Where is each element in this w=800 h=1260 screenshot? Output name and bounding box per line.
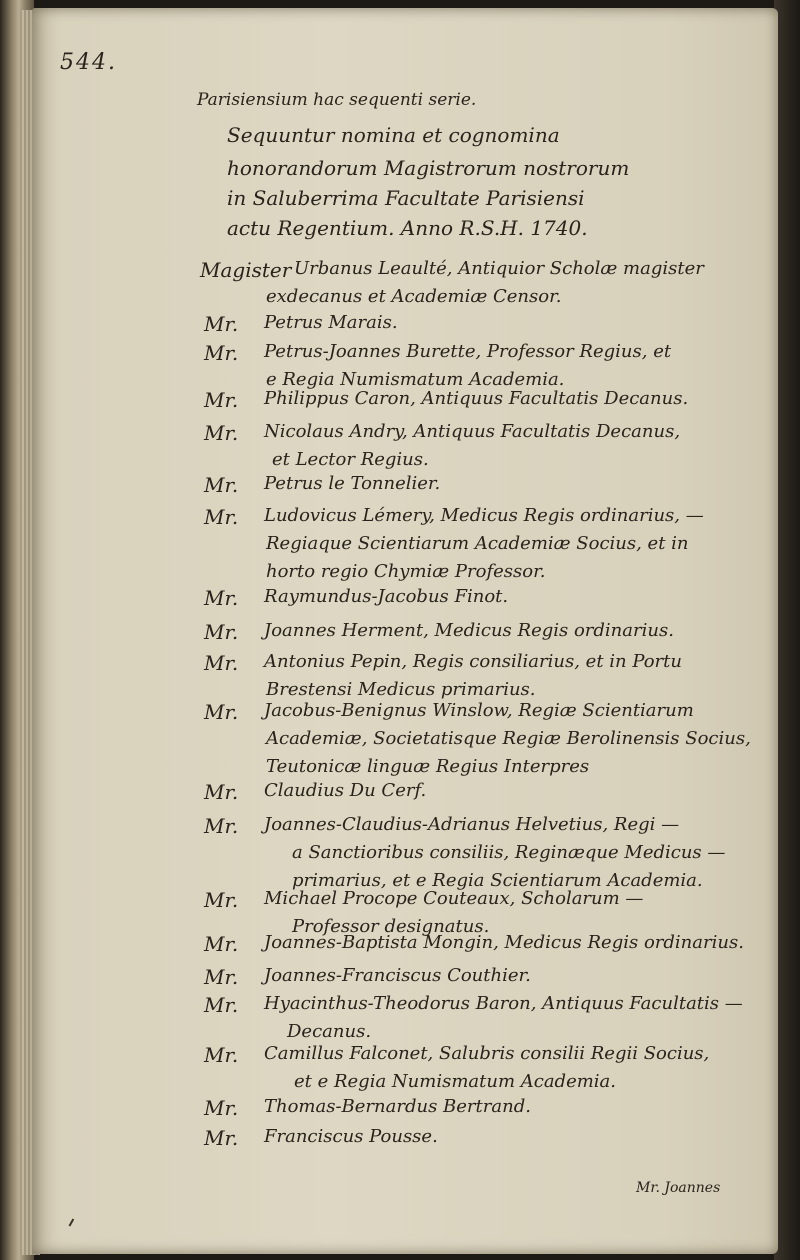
entry-name: Camillus Falconet, Salubris consilii Regii Socius, xyxy=(264,1043,710,1064)
entry-title: Mr. xyxy=(204,780,239,804)
entry-name: Thomas-Bernardus Bertrand. xyxy=(264,1096,531,1117)
heading-line: actu Regentium. Anno R.S.H. 1740. xyxy=(227,216,588,240)
entry-title: Mr. xyxy=(204,473,239,497)
catchword: Mr. Joannes xyxy=(636,1180,721,1196)
folio-number: 544. xyxy=(60,50,117,75)
entry-name: Petrus-Joannes Burette, Professor Regius, et xyxy=(264,341,672,362)
entry-name: Petrus Marais. xyxy=(264,312,398,333)
entry-title: Mr. xyxy=(204,965,239,989)
entry-title: Mr. xyxy=(204,888,239,912)
entry-title: Mr. xyxy=(204,1043,239,1067)
entry-name: Hyacinthus-Theodorus Baron, Antiquus Facultatis — xyxy=(264,993,743,1014)
entry-title: Mr. xyxy=(204,651,239,675)
heading-line: honorandorum Magistrorum nostrorum xyxy=(227,156,630,180)
entry-continuation: Brestensi Medicus primarius. xyxy=(266,679,536,700)
entry-continuation: et e Regia Numismatum Academia. xyxy=(294,1071,617,1092)
entry-name: Claudius Du Cerf. xyxy=(264,780,427,801)
entry-name: Urbanus Leaulté, Antiquior Scholæ magister xyxy=(294,258,704,279)
entry-title: Magister xyxy=(200,258,292,282)
entry-name: Petrus le Tonnelier. xyxy=(264,473,441,494)
entry-title: Mr. xyxy=(204,421,239,445)
entry-continuation: Teutonicæ linguæ Regius Interpres xyxy=(266,756,590,777)
heading-line: Sequuntur nomina et cognomina xyxy=(227,123,560,147)
entry-title: Mr. xyxy=(204,932,239,956)
entry-title: Mr. xyxy=(204,1096,239,1120)
heading-line: in Saluberrima Facultate Parisiensi xyxy=(227,186,585,210)
entry-name: Antonius Pepin, Regis consiliarius, et in Portu xyxy=(264,651,682,672)
entry-continuation: horto regio Chymiæ Professor. xyxy=(266,561,546,582)
entry-name: Philippus Caron, Antiquus Facultatis Decanus. xyxy=(264,388,689,409)
entry-name: Raymundus-Jacobus Finot. xyxy=(264,586,509,607)
entry-continuation: primarius, et e Regia Scientiarum Academia. xyxy=(292,870,703,891)
intro-line: Parisiensium hac sequenti serie. xyxy=(197,90,477,110)
entry-title: Mr. xyxy=(204,993,239,1017)
entry-continuation: Academiæ, Societatisque Regiæ Berolinensis Socius, xyxy=(266,728,751,749)
entry-continuation: et Lector Regius. xyxy=(272,449,429,470)
entry-continuation: Regiaque Scientiarum Academiæ Socius, et in xyxy=(266,533,689,554)
entry-title: Mr. xyxy=(204,505,239,529)
entry-name: Joannes-Claudius-Adrianus Helvetius, Regi — xyxy=(264,814,680,835)
entry-title: Mr. xyxy=(204,586,239,610)
ink-mark xyxy=(69,1219,80,1230)
entry-title: Mr. xyxy=(204,620,239,644)
entry-name: Michael Procope Couteaux, Scholarum — xyxy=(264,888,644,909)
entry-title: Mr. xyxy=(204,814,239,838)
entry-continuation: Decanus. xyxy=(287,1021,372,1042)
entry-name: Jacobus-Benignus Winslow, Regiæ Scientiarum xyxy=(264,700,694,721)
entry-title: Mr. xyxy=(204,312,239,336)
entry-continuation: exdecanus et Academiæ Censor. xyxy=(266,286,562,307)
entry-continuation: Professor designatus. xyxy=(292,916,490,937)
entry-name: Joannes Herment, Medicus Regis ordinarius. xyxy=(264,620,674,641)
entry-name: Joannes-Franciscus Couthier. xyxy=(264,965,531,986)
entry-title: Mr. xyxy=(204,388,239,412)
entry-continuation: e Regia Numismatum Academia. xyxy=(266,369,565,390)
entry-name: Joannes-Baptista Mongin, Medicus Regis ordinarius. xyxy=(264,932,744,953)
manuscript-page xyxy=(32,8,778,1254)
entry-title: Mr. xyxy=(204,341,239,365)
entry-name: Franciscus Pousse. xyxy=(264,1126,438,1147)
entry-title: Mr. xyxy=(204,1126,239,1150)
entry-name: Nicolaus Andry, Antiquus Facultatis Decanus, xyxy=(264,421,681,442)
entry-name: Ludovicus Lémery, Medicus Regis ordinarius, — xyxy=(264,505,704,526)
entry-title: Mr. xyxy=(204,700,239,724)
entry-continuation: a Sanctioribus consiliis, Reginæque Medicus — xyxy=(292,842,726,863)
